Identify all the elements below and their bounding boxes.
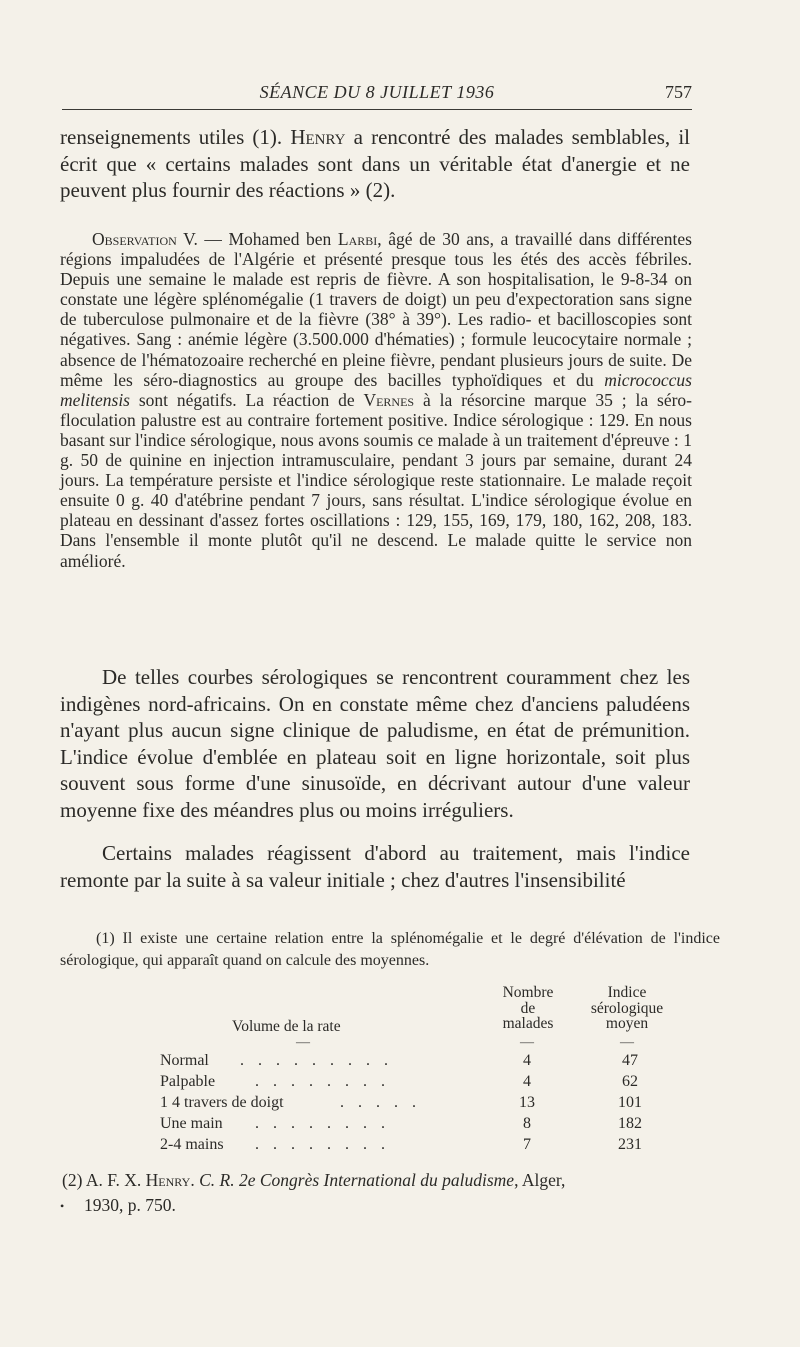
patient-name: Larbi — [337, 229, 378, 249]
column-dash: — — [620, 1035, 634, 1050]
observation-label: Observation V. — [92, 229, 198, 249]
footnote-2-line-2: 1930, p. 750. — [84, 1195, 176, 1215]
column-header-volume: Volume de la rate — [232, 1018, 341, 1035]
row-leader-dots: . . . . . . . . . — [240, 1052, 393, 1069]
row-label: Normal — [160, 1052, 209, 1069]
row-index: 47 — [622, 1052, 638, 1069]
row-count: 7 — [523, 1136, 531, 1153]
footnote-2-author: Henry — [145, 1170, 191, 1190]
observation-text-c: sont négatifs. La réaction de — [130, 389, 364, 410]
page-number: 757 — [665, 82, 692, 102]
row-leader-dots: . . . . . . . . — [255, 1136, 390, 1153]
row-label: Une main — [160, 1115, 223, 1132]
vernes-name: Vernes — [363, 389, 415, 410]
intro-text-2: a rencontré des malades semblables, il écrit que « certains malades sont dans un véritable état d'anergie et ne peuvent plus fournir des réactions » (2). — [60, 125, 691, 202]
header-index-line-3: moyen — [605, 1015, 649, 1032]
footnote-1: (1) Il existe une certaine relation entre la splénomégalie et le degré d'élévation de l'indice sérologique, qui apparaît quand on calcule des moyennes. — [60, 930, 720, 969]
footnote-2 — [62, 1168, 722, 1218]
row-label: 1 4 travers de doigt — [160, 1094, 284, 1111]
row-label: Palpable — [160, 1073, 216, 1090]
header-count-line-2: de — [520, 999, 536, 1017]
intro-paragraph — [60, 124, 690, 204]
organism-name: micrococcus melitensis — [60, 369, 692, 410]
row-label: 2-4 mains — [160, 1136, 224, 1153]
observation-text-d: à la résorcine marque 35 ; la séro-floculation palustre est au contraire fortement positive. Indice sérologique : 129. En nous basant sur l'indice sérologique, nous avons soumis ce malade à un traitement d'épreuve : 1 g. 50 de quinine en injection intramusculaire, pendant 3 jours par semaine, durant 24 jours. La température persiste et l'indice sérologique reste stationnaire. Le malade reçoit ensuite 0 g. 40 d'atébrine pendant 7 jours, sans résultat. L'indice sérologique évolue en plateau en dessinant d'assez fortes oscillations : 129, 155, 169, 179, 180, 162, 208, 183. Dans l'ensemble il monte plutôt qu'il ne descend. Le malade quitte le service non amélioré. — [60, 389, 692, 571]
row-count: 13 — [519, 1094, 535, 1111]
header-rule — [62, 109, 692, 110]
page-header — [62, 78, 692, 108]
observation-paragraph — [60, 229, 692, 571]
row-index: 182 — [618, 1115, 642, 1132]
row-leader-dots: . . . . . . . . — [255, 1115, 390, 1132]
column-header-index — [572, 985, 682, 1032]
footnote-2-title: C. R. 2e Congrès International du paludisme — [199, 1170, 515, 1190]
observation-text-b: , âgé de 30 ans, a travaillé dans différentes régions impaludées de l'Algérie et présenté presque tous les étés des accès fébriles. Depuis une semaine le malade est repris de fièvre. A son hospitalisation, le 9-8-34 on constate une légère splénomégalie (1 travers de doigt) un peu d'expectoration sans signe de tuberculose pulmonaire et de la fièvre (38° à 39°). Les radio- et bacilloscopies sont négatives. Sang : anémie légère (3.500.000 d'hématies) ; formule leucocytaire normale ; absence de l'hématozoaire recherché en pleine fièvre, pendant plusieurs jours de suite. De même les séro-diagnostics au groupe des bacilles typhoïdiques et du — [60, 229, 692, 390]
row-count: 4 — [523, 1073, 531, 1090]
footnote-2-suffix: , Alger, — [514, 1170, 566, 1190]
observation-text-a: — Mohamed ben — [197, 229, 338, 249]
column-dash: — — [296, 1035, 310, 1050]
header-count-line-1: Nombre — [502, 984, 554, 1001]
row-index: 231 — [618, 1136, 642, 1153]
author-henry: Henry — [290, 125, 346, 149]
footnote-2-prefix: (2) A. F. X. — [62, 1170, 146, 1190]
header-index-line-1: Indice — [607, 984, 647, 1001]
main-paragraph-2 — [60, 664, 690, 823]
row-count: 4 — [523, 1052, 531, 1069]
header-index-line-2: sérologique — [590, 999, 664, 1017]
main-paragraph-3 — [60, 840, 690, 893]
column-dash: — — [520, 1035, 534, 1050]
footnote-2-mid: . — [190, 1170, 200, 1190]
row-index: 101 — [618, 1094, 642, 1111]
row-leader-dots: . . . . . — [340, 1094, 421, 1111]
column-header-count — [488, 985, 568, 1032]
row-leader-dots: . . . . . . . . — [255, 1073, 390, 1090]
intro-text-1: renseignements utiles (1). — [60, 125, 291, 149]
paragraph-3-text: Certains malades réagissent d'abord au traitement, mais l'indice remonte par la suite à sa valeur initiale ; chez d'autres l'insensibilité — [60, 841, 690, 892]
running-title: SÉANCE DU 8 JUILLET 1936 — [259, 82, 495, 102]
header-count-line-3: malades — [502, 1015, 554, 1032]
row-index: 62 — [622, 1073, 638, 1090]
row-count: 8 — [523, 1115, 531, 1132]
margin-mark: • — [60, 1199, 65, 1213]
paragraph-2-text: De telles courbes sérologiques se rencontrent couramment chez les indigènes nord-africains. On en constate même chez d'anciens paludéens n'ayant plus aucun signe clinique de paludisme, en état de prémunition. L'indice évolue d'emblée en plateau soit en ligne horizontale, soit plus souvent sous forme d'une sinusoïde, en décrivant autour d'une valeur moyenne fixe des méandres plus ou moins irréguliers. — [60, 665, 690, 822]
